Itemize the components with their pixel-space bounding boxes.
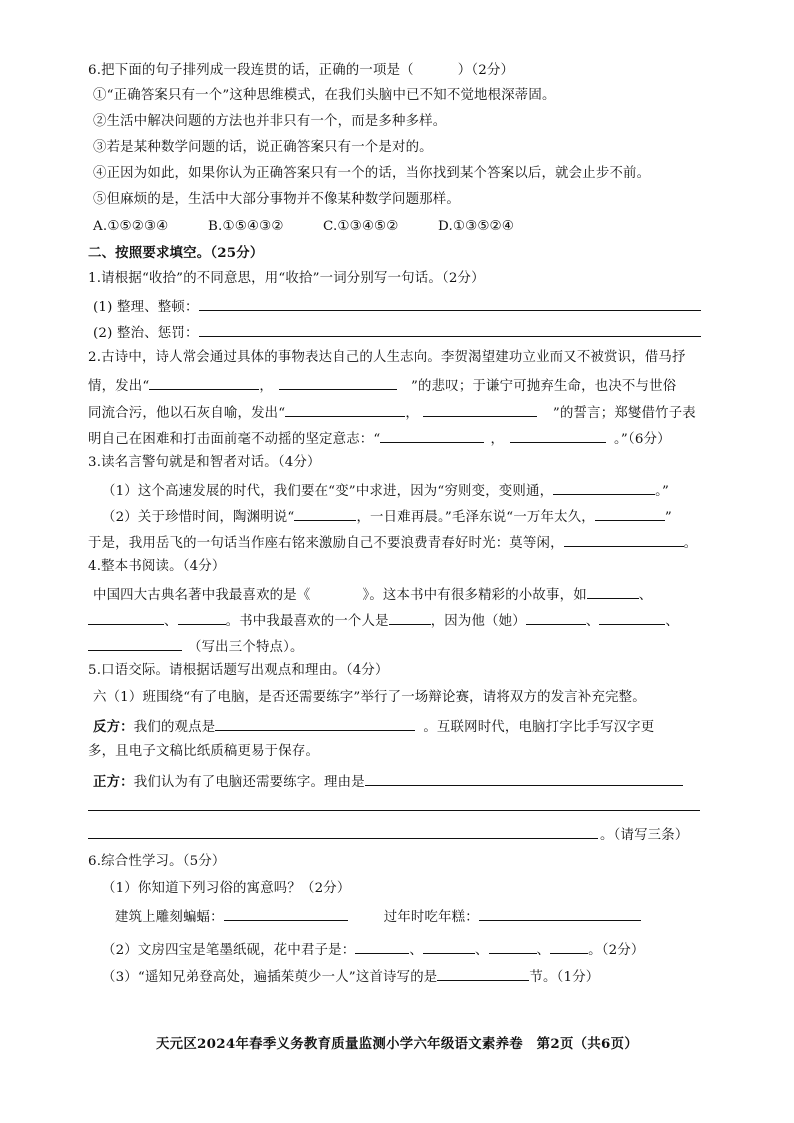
q6-sentence-3: ③若是某种数学问题的话，说正确答案只有一个是对的。 xyxy=(93,140,433,155)
q5-fan: 反方：我们的观点是 。互联网时代，电脑打字比手写汉字更 xyxy=(93,715,654,738)
q3-part-3: 于是，我用岳飞的一句话当作座右铭来激励自己不要浪费青春好时光：莫等闲， 。 xyxy=(88,531,697,554)
q6b-part-1-answers: 建筑上雕刻蝙蝠： 过年时吃年糕： xyxy=(115,905,641,928)
q6b-part-3: （3）“遥知兄弟登高处，遍插茱萸少一人”这首诗写的是 节。（1分） xyxy=(102,965,599,988)
answer-line[interactable] xyxy=(587,583,639,599)
section-heading: 二、按照要求填空。（25分） xyxy=(88,245,264,261)
option-d[interactable]: D.①③⑤②④ xyxy=(438,219,514,234)
answer-line[interactable] xyxy=(285,401,405,417)
q5-last-line: 。（请写三条） xyxy=(88,823,688,846)
q6b-stem: 6.综合性学习。（5分） xyxy=(88,854,226,869)
answer-line[interactable] xyxy=(595,505,665,521)
answer-line[interactable] xyxy=(199,321,701,337)
answer-line[interactable] xyxy=(510,427,606,443)
page-footer: 天元区2024年春季义务教育质量监测小学六年级语文素养卷 第2页（共6页） xyxy=(155,1036,639,1052)
q6-sentence-1: ①“正确答案只有一个”这种思维模式，在我们头脑中已不知不觉地根深蒂固。 xyxy=(93,88,556,103)
answer-line[interactable] xyxy=(88,823,598,839)
answer-line[interactable] xyxy=(437,965,529,981)
q6-stem-text: 6.把下面的句子排列成一段连贯的话，正确的一项是（ xyxy=(88,63,414,78)
q1-part-a: (1) 整理、整顿： xyxy=(93,295,701,318)
q2-line-3: 同流合污，他以石灰自喻，发出“ ， ”的誓言；郑燮借竹子表 xyxy=(88,401,696,424)
answer-line[interactable] xyxy=(88,609,164,625)
q5-intro: 六（1）班围绕“有了电脑，是否还需要练字”举行了一场辩论赛，请将双方的发言补充完整。 xyxy=(93,690,646,705)
answer-line[interactable] xyxy=(380,427,484,443)
q2-line-4: 明自己在困难和打击面前毫不动摇的坚定意志：“ ， 。”（6分） xyxy=(88,427,671,450)
answer-line[interactable] xyxy=(489,938,537,954)
q3-part-2: （2）关于珍惜时间，陶渊明说“ ，一日难再晨。”毛泽东说“一万年太久， ” xyxy=(102,505,672,528)
q3-stem: 3.读名言警句就是和智者对话。（4分） xyxy=(88,455,321,470)
answer-line[interactable] xyxy=(389,609,431,625)
option-c[interactable]: C.①③④⑤② xyxy=(323,219,399,234)
answer-line[interactable] xyxy=(599,609,665,625)
answer-line[interactable] xyxy=(423,401,537,417)
answer-line[interactable] xyxy=(365,770,683,786)
answer-line[interactable] xyxy=(199,295,701,311)
answer-line[interactable] xyxy=(526,609,586,625)
option-b[interactable]: B.①⑤④③② xyxy=(208,219,284,234)
answer-line[interactable] xyxy=(224,905,348,921)
answer-line[interactable] xyxy=(355,938,409,954)
answer-line[interactable] xyxy=(149,374,259,390)
answer-line[interactable] xyxy=(423,938,475,954)
q5-zheng: 正方：我们认为有了电脑还需要练字。理由是 xyxy=(93,770,683,793)
q3-part-1: （1）这个高速发展的时代，我们要在“变”中求进，因为“穷则变，变则通， 。” xyxy=(102,479,669,502)
q4-line-1: 中国四大古典名著中我最喜欢的是《 》。这本书中有很多精彩的小故事，如 、 xyxy=(93,583,652,606)
q5-fan-line-2: 多，且电子文稿比纸质稿更易于保存。 xyxy=(88,744,320,759)
q6-options xyxy=(93,217,521,237)
option-a[interactable]: A.①⑤②③④ xyxy=(93,219,169,234)
answer-line[interactable] xyxy=(178,609,226,625)
q4-line-2: 、 。书中我最喜欢的一个人是 ，因为他（她） 、 、 xyxy=(88,609,679,632)
q6-sentence-5: ⑤但麻烦的是，生活中大部分事物并不像某种数学问题那样。 xyxy=(93,192,460,207)
answer-line[interactable] xyxy=(294,505,356,521)
answer-line[interactable] xyxy=(553,479,655,495)
q5-stem: 5.口语交际。请根据话题写出观点和理由。（4分） xyxy=(88,663,389,678)
q2-line-1: 2.古诗中，诗人常会通过具体的事物表达自己的人生志向。李贺渴望建功立业而又不被赏识，借马抒 xyxy=(88,350,686,365)
answer-line[interactable] xyxy=(564,531,684,547)
q1-stem: 1.请根据“收拾”的不同意思，用“收拾”一词分别写一句话。（2分） xyxy=(88,271,485,286)
answer-line[interactable] xyxy=(479,905,641,921)
answer-line[interactable] xyxy=(279,374,397,390)
q6b-part-1: （1）你知道下列习俗的寓意吗？（2分） xyxy=(102,881,351,896)
q6-sentence-4: ④正因为如此，如果你认为正确答案只有一个的话，当你找到某个答案以后，就会止步不前。 xyxy=(93,166,651,181)
answer-line[interactable] xyxy=(88,635,182,651)
answer-line[interactable] xyxy=(88,810,700,811)
q6-stem: 6.把下面的句子排列成一段连贯的话，正确的一项是（ ）（2分） xyxy=(88,63,515,78)
q2-line-2: 情，发出“ ， ”的悲叹；于谦宁可抛弃生命，也决不与世俗 xyxy=(88,374,676,397)
q4-stem: 4.整本书阅读。（4分） xyxy=(88,559,226,574)
q6b-part-2: （2）文房四宝是笔墨纸砚，花中君子是： 、 、 、 。（2分） xyxy=(102,938,645,961)
q4-line-3: （写出三个特点）。 xyxy=(88,635,304,658)
q6-sentence-2: ②生活中解决问题的方法也并非只有一个，而是多种多样。 xyxy=(93,114,447,129)
q1-part-b: (2) 整治、惩罚： xyxy=(93,321,701,344)
answer-line[interactable] xyxy=(215,715,415,731)
answer-line[interactable] xyxy=(550,938,588,954)
